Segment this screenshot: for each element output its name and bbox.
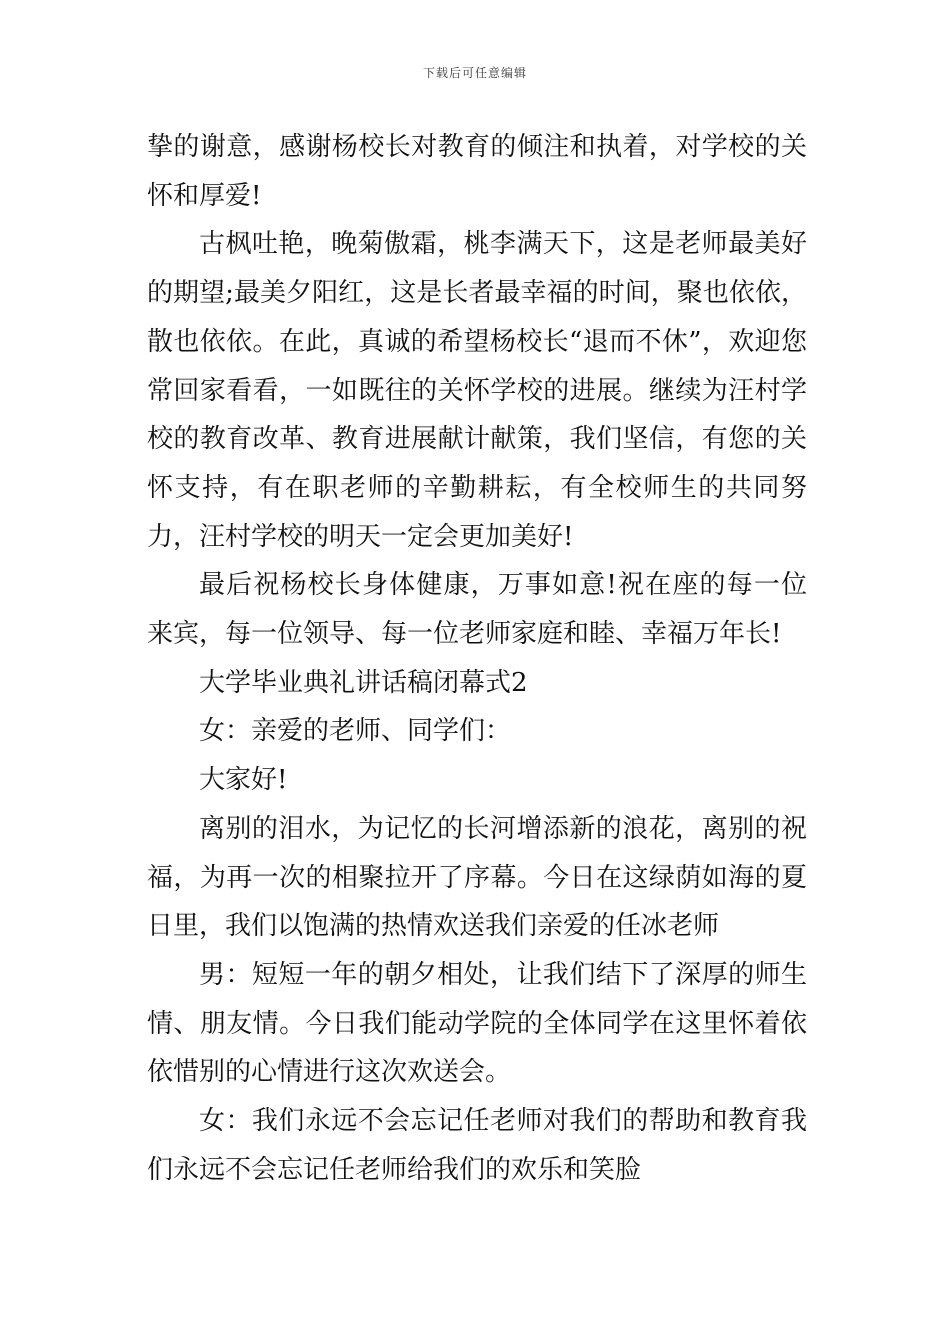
paragraph: 离别的泪水，为记忆的长河增添新的浪花，离别的祝福，为再一次的相聚拉开了序幕。今日在这绿荫如海的夏日里，我们以饱满的热情欢送我们亲爱的任冰老师 (147, 813, 807, 942)
paragraph: 男：短短一年的朝夕相处，让我们结下了深厚的师生情、朋友情。今日我们能动学院的全体同学在这里怀着依依惜别的心情进行这次欢送会。 (147, 959, 807, 1088)
paragraph: 女：我们永远不会忘记任老师对我们的帮助和教育我们永远不会忘记任老师给我们的欢乐和笑脸 (147, 1106, 807, 1185)
paragraph: 挚的谢意，感谢杨校长对教育的倾注和执着，对学校的关怀和厚爱! (147, 132, 807, 211)
paragraph: 古枫吐艳，晚菊傲霜，桃李满天下，这是老师最美好的期望;最美夕阳红，这是长者最幸福的时间，聚也依依，散也依依。在此，真诚的希望杨校长“退而不休”，欢迎您常回家看看，一如既往的关怀学校的进展。继续为汪村学校的教育改革、教育进展献计献策，我们坚信，有您的关怀支持，有在职老师的辛勤耕耘，有全校师生的共同努力，汪村学校的明天一定会更加美好! (147, 229, 807, 552)
page-header: 下载后可任意编辑 (422, 66, 527, 80)
paragraph: 最后祝杨校长身体健康，万事如意!祝在座的每一位来宾，每一位领导、每一位老师家庭和睦、幸福万年长! (147, 570, 807, 650)
paragraph: 大家好! (199, 765, 288, 796)
paragraph: 女：亲爱的老师、同学们： (199, 716, 512, 747)
section-title: 大学毕业典礼讲话稿闭幕式2 (199, 667, 528, 698)
document-body (147, 123, 807, 1194)
